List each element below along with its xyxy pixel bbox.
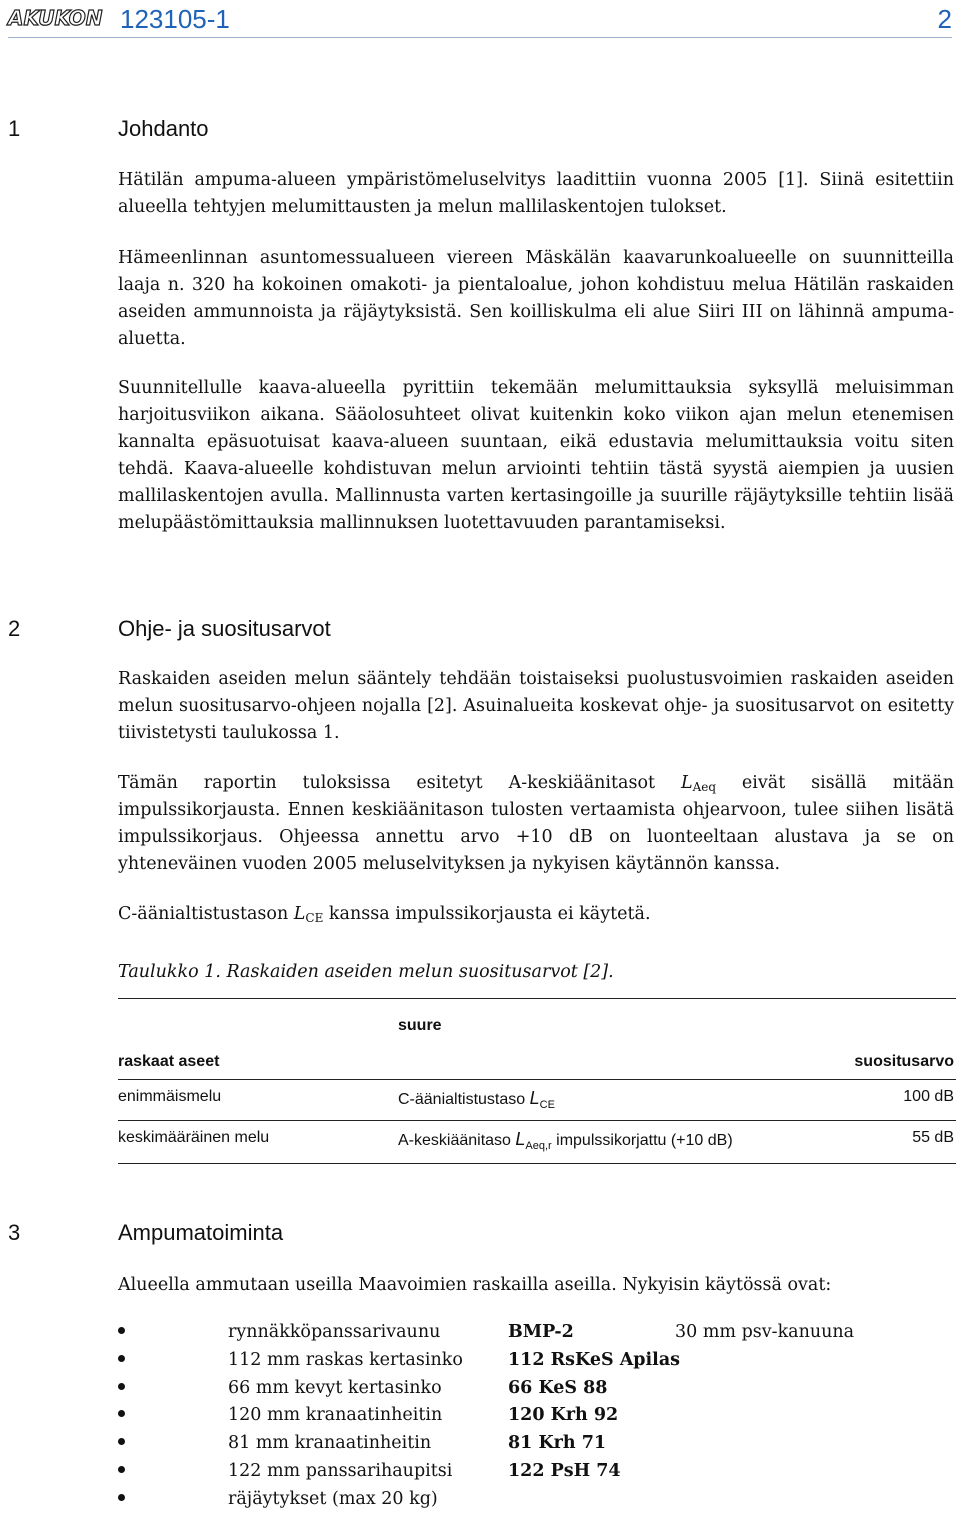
column-header-quantity: suure	[398, 1017, 442, 1034]
section-1-paragraph-2: Hämeenlinnan asuntomessualueen viereen Mäskälän kaavarunkoalueelle on suunnitteilla laaja n. 320 ha kokoinen omakoti- ja pientaloalue, johon kohdistuu melua Hätilän raskaiden aseiden ammunnoista ja räjäytyksistä. Sen koilliskulma eli alue Siiri III on lähinnä ampuma-aluetta.	[118, 248, 954, 349]
column-header-weapons: raskaat aseet	[118, 1053, 220, 1070]
weapons-list	[118, 1322, 954, 1517]
symbol-l: L	[680, 773, 693, 793]
section-3-title: Ampumatoiminta	[118, 1220, 284, 1245]
section-2-paragraph-2: Tämän raportin tuloksissa esitetyt A-keskiäänitasot $L_{Aeq}$ eivät sisällä mitään impulssikorjausta. Ennen keskiäänitason tulosten vertaamista ohjearvoon, tulee siihen lisätä impulssikorjaus. Ohjeessa annettu arvo +10 dB on luonteeltaan alustava ja se on yhteneväinen vuoden 2005 meluselvityksen ja nykyisen käytännön kanssa.	[118, 773, 954, 874]
section-2-paragraph-3: C-äänialtistustason $L_{CE}$ kanssa impulssikorjausta ei käytetä.	[118, 904, 651, 925]
table-caption: Taulukko 1. Raskaiden aseiden melun suositusarvot [2].	[118, 962, 614, 982]
table-row	[118, 1129, 956, 1159]
bullet-icon	[118, 1355, 125, 1362]
row-quantity: C-äänialtistustaso $L_{CE}$	[398, 1088, 555, 1111]
table-row-divider	[118, 1120, 956, 1121]
section-2-paragraph-1: Raskaiden aseiden melun sääntely tehdään toistaiseksi puolustusvoimien raskaiden aseiden melun suositusarvo-ohjeen nojalla [2]. Asuinalueita koskevat ohje- ja suositusarvot on esitetty tiivistetysti taulukossa 1.	[118, 669, 954, 743]
bullet-icon	[118, 1327, 125, 1334]
table-row	[118, 1088, 956, 1118]
table-header-row	[118, 1053, 956, 1077]
list-item: 120 mm kranaatinheitin 120 Krh 92	[118, 1405, 954, 1433]
list-item: rynnäkköpanssarivaunu BMP-2 30 mm psv-kanuuna	[118, 1322, 954, 1350]
bullet-icon	[118, 1466, 125, 1473]
section-2-number: 2	[8, 616, 21, 641]
row-value: 100 dB	[903, 1088, 954, 1105]
section-2-title: Ohje- ja suositusarvot	[118, 616, 331, 641]
section-1-paragraph-1: Hätilän ampuma-alueen ympäristömeluselvitys laadittiin vuonna 2005 [1]. Siinä esitettiin alueella tehtyjen melumittausten ja melun mallilaskentojen tulokset.	[118, 170, 954, 217]
caption-divider	[118, 998, 956, 999]
section-1-title: Johdanto	[118, 116, 209, 141]
section-3-number: 3	[8, 1220, 21, 1245]
section-3-paragraph-1: Alueella ammutaan useilla Maavoimien raskailla aseilla. Nykyisin käytössä ovat:	[118, 1275, 832, 1295]
table-header-row-top	[118, 1017, 956, 1041]
row-weapon: keskimääräinen melu	[118, 1129, 270, 1146]
list-item: 66 mm kevyt kertasinko 66 KeS 88	[118, 1378, 954, 1406]
bullet-icon	[118, 1383, 125, 1390]
bullet-icon	[118, 1494, 125, 1501]
page-number: 2	[937, 4, 952, 34]
section-1-number: 1	[8, 116, 21, 141]
company-logo: AKUKON	[8, 6, 103, 30]
symbol-l: L	[293, 904, 306, 924]
row-weapon: enimmäismelu	[118, 1088, 222, 1105]
column-header-value: suositusarvo	[854, 1053, 954, 1070]
page-header	[8, 0, 952, 36]
table-bottom-divider	[118, 1163, 956, 1164]
row-value: 55 dB	[912, 1129, 954, 1146]
list-item: 81 mm kranaatinheitin 81 Krh 71	[118, 1433, 954, 1461]
table-header-divider	[118, 1079, 956, 1080]
document-id: 123105-1	[120, 4, 230, 34]
row-quantity: A-keskiäänitaso $L_{Aeq,r}$ impulssikorjattu (+10 dB)	[398, 1129, 733, 1152]
bullet-icon	[118, 1410, 125, 1417]
list-item: 122 mm panssarihaupitsi 122 PsH 74	[118, 1461, 954, 1489]
list-item: 112 mm raskas kertasinko 112 RsKeS Apilas	[118, 1350, 954, 1378]
list-item: räjäytykset (max 20 kg)	[118, 1489, 954, 1517]
header-divider	[8, 37, 952, 38]
section-1-paragraph-3: Suunnitellulle kaava-alueella pyrittiin tekemään melumittauksia syksyllä meluisimman harjoitusviikon aikana. Sääolosuhteet olivat kuitenkin koko viikon ajan melun etenemisen kannalta epäsuotuisat kaava-alueen suuntaan, eikä edustavia melumittauksia voitu siten tehdä. Kaava-alueelle kohdistuvan melun arviointi tehtiin tästä syystä aiempien ja uusien mallilaskentojen avulla. Mallinnusta varten kertasingoille ja suurille räjäytyksille tehtiin lisää melupäästömittauksia mallinnuksen luotettavuuden parantamiseksi.	[118, 378, 954, 533]
bullet-icon	[118, 1438, 125, 1445]
